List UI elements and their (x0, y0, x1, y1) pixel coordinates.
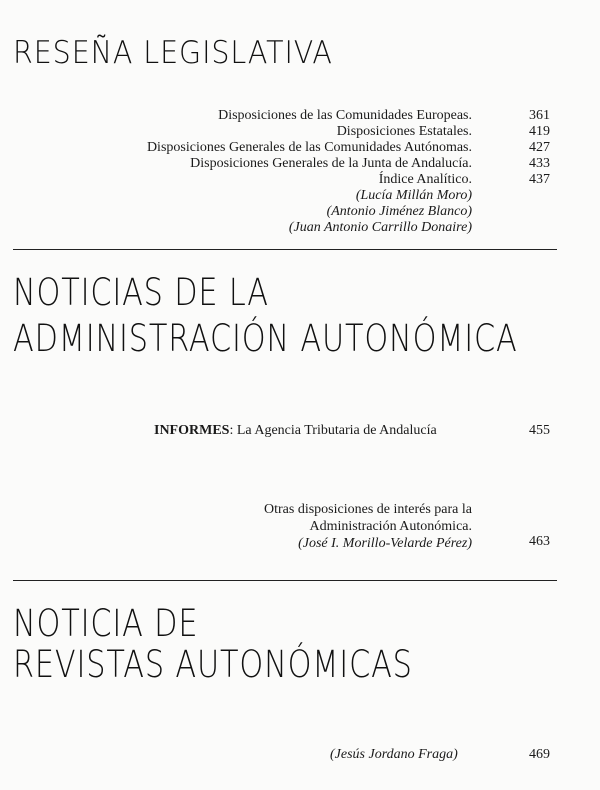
page-number: 427 (529, 140, 550, 155)
section-divider (13, 249, 557, 250)
page-number: 437 (529, 172, 550, 187)
section-title-noticias-line2: ADMINISTRACIÓN AUTONÓMICA (13, 317, 518, 360)
otras-entry (32, 501, 472, 552)
section-title-revistas-line1: NOTICIA DE (13, 602, 199, 645)
toc-entry-label: Otras disposiciones de interés para la (264, 502, 472, 517)
author-name: (Lucía Millán Moro) (355, 188, 472, 203)
author-name: (Juan Antonio Carrillo Donaire) (288, 220, 472, 235)
informes-text: : La Agencia Tributaria de Andalucía (229, 423, 437, 438)
page-number: 361 (529, 108, 550, 123)
page-number: 433 (529, 156, 550, 171)
section-title-resena-legislativa: RESEÑA LEGISLATIVA (13, 35, 333, 71)
toc-entry-label: Disposiciones Estatales. (336, 124, 472, 139)
toc-entry-label: Disposiciones de las Comunidades Europeas. (218, 108, 472, 123)
page-number: 463 (529, 534, 550, 549)
toc-entry-label: Disposiciones Generales de las Comunidades Autónomas. (146, 140, 472, 155)
toc-entry-label: Disposiciones Generales de la Junta de Andalucía. (190, 156, 472, 171)
informes-entry (154, 423, 437, 439)
informes-label: INFORMES (154, 423, 230, 438)
section-title-revistas-line2: REVISTAS AUTONÓMICAS (13, 643, 413, 686)
page-number: 419 (529, 124, 550, 139)
resena-page-numbers (502, 108, 550, 188)
section-title-noticias-line1: NOTICIAS DE LA (13, 271, 269, 314)
page-number: 469 (529, 747, 550, 762)
page-number: 455 (529, 423, 550, 438)
author-name: (Antonio Jiménez Blanco) (326, 204, 472, 219)
section-divider (13, 580, 557, 581)
resena-entries (32, 108, 472, 236)
toc-entry-label: Administración Autonómica. (309, 519, 472, 534)
toc-entry-label: Índice Analítico. (378, 172, 472, 187)
author-name: (Jesús Jordano Fraga) (330, 747, 458, 762)
author-name: (José I. Morillo-Velarde Pérez) (298, 536, 472, 551)
